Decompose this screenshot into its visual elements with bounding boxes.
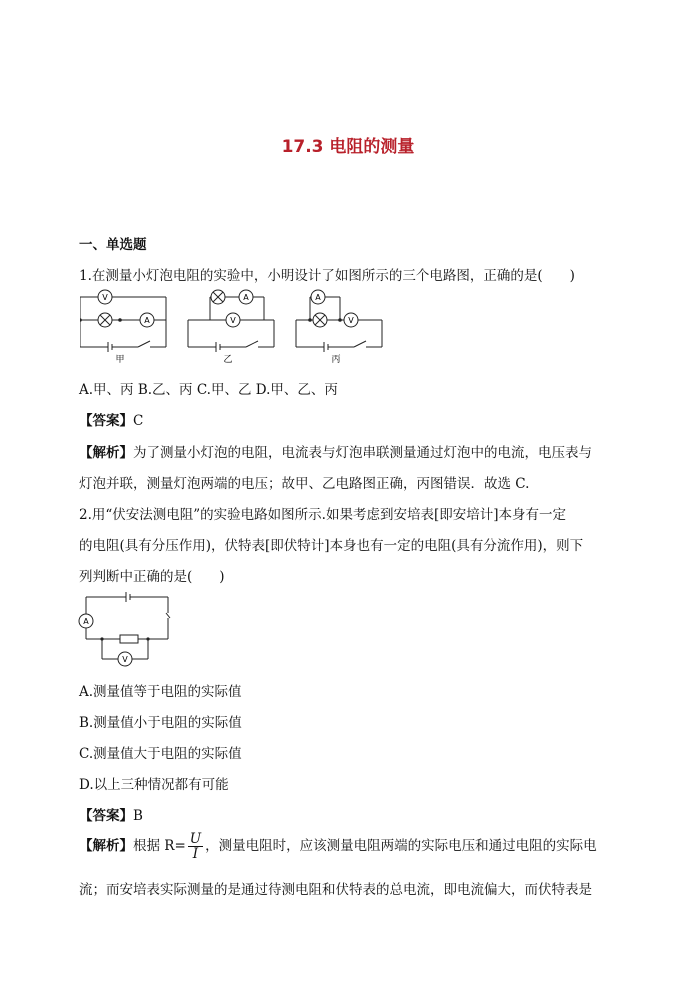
page-title: 17.3 电阻的测量 (281, 137, 415, 157)
q2-stem-line-2: 的电阻(具有分压作用)，伏特表[即伏特计]本身也有一定的电阻(具有分流作用)，则下 (79, 538, 584, 554)
q2-option-d: D.以上三种情况都有可能 (79, 777, 229, 793)
q1-analysis-line-2: 灯泡并联，测量灯泡两端的电压；故甲、乙电路图正确，丙图错误．故选 C. (79, 476, 530, 492)
q2-option-b: B.测量值小于电阻的实际值 (79, 715, 242, 731)
q1-stem: 1.在测量小灯泡电阻的实验中，小明设计了如图所示的三个电路图，正确的是( ) (79, 268, 575, 284)
q2-option-a: A.测量值等于电阻的实际值 (79, 684, 242, 700)
ammeter-label: A (83, 617, 89, 626)
ammeter-label: A (315, 293, 321, 302)
fig-label-jia: 甲 (115, 355, 125, 365)
circuit-jia (80, 290, 166, 352)
q2-analysis-line-1: 【解析】根据 R= $\frac{U}{I}$ ，测量电阻时，应该测量电阻两端的实际电压和通过电阻的实际电 (79, 831, 597, 862)
q2-analysis-line-2: 流；而安培表实际测量的是通过待测电阻和伏特表的总电流，即电流偏大，而伏特表是 (79, 882, 592, 898)
voltmeter-label: V (230, 316, 236, 325)
q2-circuit-figure (76, 591, 178, 669)
formula-fraction: $\frac{U}{I}$ (189, 831, 202, 862)
q2-stem-line-3: 列判断中正确的是( ) (79, 569, 225, 585)
q1-circuit-figures (80, 289, 390, 367)
q1-answer: 【答案】C (79, 413, 144, 429)
q2-stem-line-1: 2.用“伏安法测电阻”的实验电路如图所示.如果考虑到安培表[即安培计]本身有一定 (79, 507, 567, 523)
fig-label-yi: 乙 (223, 355, 233, 365)
section-heading: 一、单选题 (79, 237, 147, 253)
q2-answer: 【答案】B (79, 808, 143, 824)
voltmeter-label: V (102, 293, 108, 302)
q1-options: A.甲、丙 B.乙、丙 C.甲、乙 D.甲、乙、丙 (79, 382, 338, 398)
q1-analysis-line-1: 【解析】为了测量小灯泡的电阻，电流表与灯泡串联测量通过灯泡中的电流，电压表与 (79, 445, 592, 461)
ammeter-label: A (144, 316, 150, 325)
voltmeter-label: V (122, 655, 128, 664)
fig-label-bing: 丙 (331, 355, 341, 365)
ammeter-label: A (243, 293, 249, 302)
voltmeter-label: V (348, 316, 354, 325)
q2-option-c: C.测量值大于电阻的实际值 (79, 746, 242, 762)
